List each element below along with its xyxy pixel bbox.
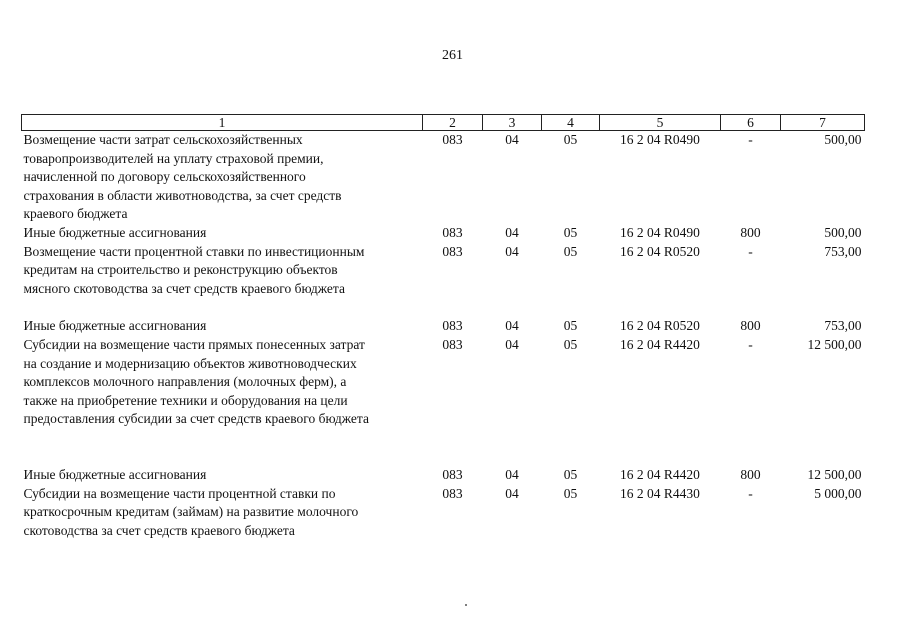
row-expense-type: 800 [740, 318, 761, 334]
table-row [22, 243, 865, 318]
column-header-1: 1 [22, 115, 423, 131]
row-section: 04 [505, 132, 519, 147]
scan-speck [465, 604, 467, 606]
row-code: 083 [442, 224, 463, 240]
page-number: 261 [442, 48, 463, 63]
row-section: 04 [505, 224, 519, 240]
row-amount: 12 500,00 [807, 466, 862, 482]
row-target-article: 16 2 04 R0520 [620, 318, 700, 334]
row-section: 04 [505, 243, 519, 259]
row-amount: 753,00 [824, 318, 862, 334]
column-header-2: 2 [423, 115, 483, 131]
table-row [22, 131, 865, 224]
row-section: 04 [505, 336, 519, 352]
row-expense-type: 800 [740, 224, 761, 240]
row-code: 083 [442, 466, 463, 482]
row-amount: 500,00 [824, 224, 862, 240]
row-subsection: 05 [563, 132, 578, 147]
column-header-3: 3 [483, 115, 542, 131]
row-target-article: 16 2 04 R4430 [620, 485, 700, 501]
row-description: Субсидии на возмещение части прямых понесенных затрат на создание и модернизацию объектов животноводческих комплексов молочного направления (молочных ферм), а также на приобретение техники и оборудования на цели предоставления субсидии за счет средств краевого бюджета [23, 336, 369, 427]
row-amount: 500,00 [824, 132, 862, 147]
row-description: Возмещение части процентной ставки по инвестиционным кредитам на строительство и реконструкцию объектов мясного скотоводства за счет средств краевого бюджета [23, 243, 365, 296]
row-description: Субсидии на возмещение части процентной ставки по краткосрочным кредитам (займам) на развитие молочного скотоводства за счет средств краевого бюджета [23, 485, 359, 538]
row-amount: 753,00 [824, 243, 862, 259]
row-target-article: 16 2 04 R0490 [620, 224, 700, 240]
row-section: 04 [505, 466, 519, 482]
row-target-article: 16 2 04 R0490 [620, 132, 700, 147]
column-header-6: 6 [721, 115, 781, 131]
column-header-4: 4 [542, 115, 600, 131]
row-expense-type: - [748, 132, 753, 147]
column-header-7: 7 [781, 115, 865, 131]
table-row [22, 485, 865, 541]
header-row [22, 115, 865, 131]
row-target-article: 16 2 04 R4420 [620, 466, 700, 482]
row-code: 083 [442, 243, 463, 259]
row-subsection: 05 [563, 336, 578, 352]
row-section: 04 [505, 485, 519, 501]
budget-table [21, 114, 865, 540]
table-row [22, 224, 865, 243]
row-code: 083 [442, 485, 463, 501]
row-expense-type: - [748, 243, 753, 259]
row-code: 083 [442, 132, 463, 147]
row-subsection: 05 [563, 243, 578, 259]
row-amount: 12 500,00 [807, 336, 862, 352]
table-row [22, 466, 865, 485]
row-subsection: 05 [563, 318, 578, 334]
row-section: 04 [505, 318, 519, 334]
row-amount: 5 000,00 [814, 485, 862, 501]
row-description: Возмещение части затрат сельскохозяйственных товаропроизводителей на уплату страховой премии, начисленной по договору сельскохозяйственного страхования в области животноводства, за счет средств краевого бюджета [23, 132, 342, 222]
row-expense-type: 800 [740, 466, 761, 482]
row-target-article: 16 2 04 R0520 [620, 243, 700, 259]
row-subsection: 05 [563, 466, 578, 482]
row-target-article: 16 2 04 R4420 [620, 336, 700, 352]
row-description: Иные бюджетные ассигнования [23, 224, 207, 240]
row-expense-type: - [748, 485, 753, 501]
table-row [22, 317, 865, 336]
row-description: Иные бюджетные ассигнования [23, 318, 207, 334]
column-header-5: 5 [600, 115, 721, 131]
row-code: 083 [442, 336, 463, 352]
row-expense-type: - [748, 336, 753, 352]
row-subsection: 05 [563, 224, 578, 240]
row-code: 083 [442, 318, 463, 334]
row-subsection: 05 [563, 485, 578, 501]
row-description: Иные бюджетные ассигнования [23, 466, 207, 482]
table-row [22, 336, 865, 466]
